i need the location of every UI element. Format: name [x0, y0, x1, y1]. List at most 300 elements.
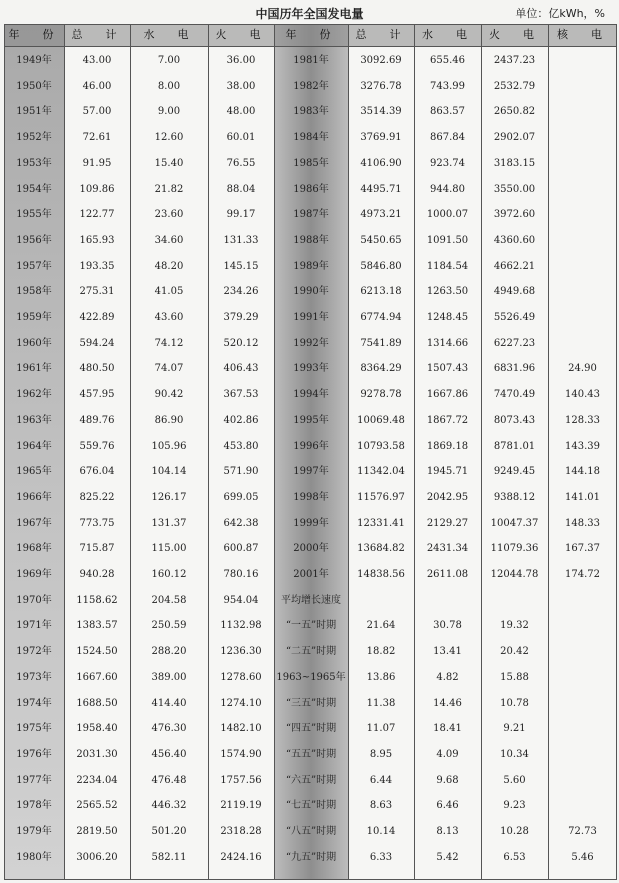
- table-cell: 275.31: [79, 286, 115, 298]
- table-cell: 141.01: [565, 491, 600, 503]
- table-cell: 1990年: [293, 286, 329, 298]
- table-cell: 4949.68: [493, 286, 536, 298]
- table-cell: 2129.27: [426, 517, 469, 529]
- unit-label: 单位：亿kWh，%: [515, 7, 605, 20]
- table-cell: 9.21: [503, 723, 526, 735]
- table-cell: [548, 719, 617, 739]
- table-cell: 1959年: [16, 312, 52, 323]
- table-cell: 143.39: [565, 440, 600, 452]
- table-cell: 1954年: [16, 183, 52, 195]
- table-cell: 13684.82: [357, 543, 405, 555]
- table-cell: 1984年: [293, 132, 329, 144]
- table-cell: 90.42: [154, 389, 184, 401]
- table-cell: 9.68: [436, 774, 459, 786]
- header-cell: 总 计: [355, 28, 407, 41]
- table-cell: 940.28: [79, 569, 115, 580]
- table-cell: 1950年: [16, 80, 52, 92]
- table-cell: 12331.41: [357, 517, 405, 529]
- table-cell: 1482.10: [220, 723, 262, 735]
- table-cell: 414.40: [151, 697, 187, 709]
- table-cell: 1958年: [16, 286, 52, 298]
- table-cell: 6213.18: [360, 286, 402, 298]
- table-cell: 20.42: [500, 646, 529, 658]
- table-cell: 5526.49: [493, 312, 536, 323]
- header-cell: 水 电: [422, 28, 473, 41]
- table-cell: 1992年: [293, 337, 329, 349]
- table-cell: 1574.90: [220, 748, 262, 760]
- table-cell: 1977年: [16, 774, 52, 786]
- table-cell: 1991年: [293, 312, 329, 323]
- table-cell: 715.87: [79, 543, 115, 555]
- table-cell: 14838.56: [357, 569, 405, 580]
- table-cell: 453.80: [223, 440, 259, 452]
- header-cell: 年 份: [8, 28, 60, 41]
- table-cell: 131.33: [223, 234, 259, 246]
- table-cell: [481, 591, 548, 611]
- table-cell: 9249.45: [493, 466, 536, 478]
- table-cell: 571.90: [223, 466, 259, 478]
- table-cell: 91.95: [82, 157, 112, 169]
- table-cell: 5.46: [571, 851, 594, 863]
- table-cell: 389.00: [151, 671, 187, 683]
- table-cell: 1263.50: [426, 286, 469, 298]
- table-cell: [348, 591, 414, 611]
- table-cell: 88.04: [226, 183, 256, 195]
- title-bar: [0, 0, 619, 24]
- table-cell: 1966年: [16, 491, 52, 503]
- table-cell: 1507.43: [426, 363, 469, 375]
- table-cell: 34.60: [154, 234, 184, 246]
- table-cell: 74.12: [154, 337, 184, 349]
- table-cell: 2234.04: [76, 774, 118, 786]
- table-cell: 24.90: [568, 363, 597, 375]
- table-cell: 4.82: [436, 671, 459, 683]
- table-cell: 1978年: [16, 800, 52, 812]
- table-cell: [548, 694, 617, 714]
- table-cell: [548, 796, 617, 816]
- table-cell: 1995年: [293, 414, 329, 426]
- table-cell: 476.30: [151, 723, 187, 735]
- table-cell: 379.29: [223, 312, 259, 323]
- table-cell: [548, 308, 617, 328]
- header-cell: 水 电: [143, 28, 195, 41]
- table-cell: 57.00: [82, 106, 112, 118]
- table-cell: 1988年: [293, 234, 329, 246]
- table-cell: 367.53: [223, 389, 259, 401]
- table-cell: 13.86: [366, 671, 396, 683]
- table-cell: 1976年: [16, 748, 52, 760]
- table-cell: 642.38: [223, 517, 259, 529]
- table-cell: [548, 334, 617, 354]
- table-cell: 10793.58: [357, 440, 405, 452]
- table-cell: 1960年: [16, 337, 52, 349]
- table-cell: 6.44: [369, 774, 393, 786]
- table-cell: 10069.48: [357, 414, 405, 426]
- table-cell: 582.11: [151, 851, 187, 863]
- table-cell: 11.07: [366, 723, 396, 735]
- table-cell: 115.00: [151, 543, 187, 555]
- table-cell: 1981年: [293, 55, 329, 66]
- table-cell: “九五”时期: [285, 851, 337, 863]
- table-cell: 36.00: [226, 55, 256, 66]
- table-cell: 1973年: [16, 671, 52, 683]
- table-cell: 30.78: [433, 620, 462, 632]
- table-cell: 1383.57: [76, 620, 118, 632]
- table-cell: 128.33: [565, 414, 600, 426]
- table-cell: 1000.07: [426, 209, 469, 221]
- table-cell: 1524.50: [76, 646, 118, 658]
- table-cell: 1965年: [16, 466, 52, 478]
- table-cell: 2650.82: [493, 106, 536, 118]
- table-cell: 1955年: [16, 209, 52, 221]
- table-cell: 11342.04: [357, 466, 405, 478]
- table-cell: 15.40: [154, 157, 184, 169]
- table-cell: 743.99: [430, 80, 465, 92]
- table-cell: [548, 77, 617, 97]
- table-cell: [548, 771, 617, 791]
- table-cell: 1949年: [16, 55, 52, 66]
- table-cell: [548, 180, 617, 200]
- table-cell: 193.35: [79, 260, 115, 272]
- table-cell: [414, 591, 481, 611]
- table-cell: 1688.50: [76, 697, 118, 709]
- table-cell: 148.33: [565, 517, 600, 529]
- table-cell: [548, 591, 617, 611]
- table-cell: 3514.39: [360, 106, 402, 118]
- table-cell: 6.53: [503, 851, 526, 863]
- table-cell: 1985年: [293, 157, 329, 169]
- table-cell: 406.43: [223, 363, 259, 375]
- table-cell: 76.55: [226, 157, 256, 169]
- table-cell: 46.00: [82, 80, 112, 92]
- table-cell: 1957年: [16, 260, 52, 272]
- table-cell: [548, 668, 617, 688]
- table-cell: 1132.98: [220, 620, 262, 632]
- table-cell: 250.59: [151, 620, 187, 632]
- table-cell: 1952年: [16, 132, 52, 144]
- table-cell: 1971年: [16, 620, 52, 632]
- table-cell: 699.05: [223, 491, 259, 503]
- table-cell: 2532.79: [493, 80, 536, 92]
- table-cell: “六五”时期: [285, 774, 337, 786]
- table-cell: 6774.94: [360, 312, 402, 323]
- table-cell: 4360.60: [493, 234, 536, 246]
- table-cell: “一五”时期: [285, 620, 337, 632]
- table-cell: 72.73: [568, 826, 597, 837]
- table-cell: 1757.56: [220, 774, 262, 786]
- header-cell: 总 计: [71, 28, 123, 41]
- table-cell: 167.37: [565, 543, 600, 555]
- table-cell: “三五”时期: [285, 697, 337, 709]
- table-cell: 1974年: [16, 697, 52, 709]
- table-cell: 2437.23: [493, 55, 536, 66]
- table-cell: 1993年: [293, 363, 329, 375]
- table-cell: 3769.91: [360, 132, 402, 144]
- table-cell: 655.46: [430, 55, 465, 66]
- table-cell: 1314.66: [426, 337, 469, 349]
- table-cell: [548, 154, 617, 174]
- table-cell: “五五”时期: [285, 748, 337, 760]
- table-cell: 1964年: [16, 440, 52, 452]
- table-cell: 6.46: [436, 800, 459, 812]
- table-cell: 2431.34: [426, 543, 469, 555]
- header-cell: 年 份: [285, 28, 337, 41]
- table-cell: “四五”时期: [285, 723, 337, 735]
- table-cell: 1248.45: [426, 312, 469, 323]
- table-cell: 6.33: [369, 851, 393, 863]
- table-cell: 204.58: [151, 594, 187, 606]
- table-cell: [548, 102, 617, 122]
- table-cell: 1953年: [16, 157, 52, 169]
- table-cell: [548, 128, 617, 148]
- table-cell: 10047.37: [490, 517, 539, 529]
- table-cell: 41.05: [154, 286, 184, 298]
- table-cell: “七五”时期: [285, 800, 337, 812]
- table-cell: 446.32: [151, 800, 187, 812]
- table-cell: 10.28: [500, 826, 529, 837]
- table-title: 中国历年全国发电量: [255, 7, 364, 21]
- table-cell: 1158.62: [76, 594, 118, 606]
- table-cell: 21.64: [366, 620, 396, 632]
- table-cell: 15.88: [500, 671, 529, 683]
- table-cell: [548, 642, 617, 662]
- table-cell: 3092.69: [360, 55, 402, 66]
- table-cell: 1958.40: [76, 723, 118, 735]
- table-cell: [548, 257, 617, 277]
- table-cell: 1956年: [16, 234, 52, 246]
- table-cell: 10.78: [500, 697, 529, 709]
- table-cell: 1997年: [293, 466, 329, 478]
- table-cell: 60.01: [226, 132, 256, 144]
- table-cell: 43.00: [82, 55, 112, 66]
- table-cell: 1968年: [16, 543, 52, 555]
- table-cell: 1983年: [293, 106, 329, 118]
- table-cell: “二五”时期: [285, 646, 337, 658]
- table-cell: 2119.19: [220, 800, 262, 812]
- table-cell: 8364.29: [360, 363, 402, 375]
- row-divider: [4, 879, 617, 880]
- table-cell: 1962年: [16, 389, 52, 401]
- table-cell: 1996年: [293, 440, 329, 452]
- table-cell: 1961年: [16, 363, 52, 375]
- table-cell: 456.40: [151, 748, 187, 760]
- table-cell: [548, 282, 617, 302]
- table-cell: 476.48: [151, 774, 187, 786]
- table-cell: 1994年: [293, 389, 329, 401]
- table-cell: 10.14: [366, 826, 396, 837]
- table-cell: 780.16: [223, 569, 259, 580]
- table-cell: 4973.21: [360, 209, 402, 221]
- table-cell: 1972年: [16, 646, 52, 658]
- table-cell: 105.96: [151, 440, 187, 452]
- table-cell: 8.13: [436, 826, 459, 837]
- table-cell: 8.00: [157, 80, 181, 92]
- table-cell: 4662.21: [493, 260, 536, 272]
- table-cell: 288.20: [151, 646, 187, 658]
- table-cell: 14.46: [433, 697, 462, 709]
- table-cell: 3183.15: [493, 157, 536, 169]
- table-cell: 104.14: [151, 466, 187, 478]
- table-cell: 944.80: [430, 183, 465, 195]
- table-cell: 11576.97: [357, 491, 405, 503]
- table-cell: [548, 205, 617, 225]
- table-cell: 9.00: [157, 106, 181, 118]
- table-cell: 48.00: [226, 106, 256, 118]
- table-cell: 9278.78: [360, 389, 402, 401]
- table-cell: 1184.54: [426, 260, 469, 272]
- table-cell: 13.41: [433, 646, 462, 658]
- table-cell: 867.84: [430, 132, 465, 144]
- table-cell: 平均增长速度: [281, 594, 341, 606]
- table-cell: 489.76: [79, 414, 115, 426]
- table-cell: 2318.28: [220, 826, 262, 837]
- table-cell: 3550.00: [493, 183, 536, 195]
- table-cell: 165.93: [79, 234, 115, 246]
- table-cell: 7541.89: [360, 337, 402, 349]
- table-cell: 501.20: [151, 826, 187, 837]
- table-cell: 1989年: [293, 260, 329, 272]
- table-cell: 140.43: [565, 389, 600, 401]
- table-cell: 923.74: [430, 157, 465, 169]
- table-cell: 863.57: [430, 106, 465, 118]
- table-cell: 1963年: [16, 414, 52, 426]
- power-generation-table: [4, 24, 617, 880]
- table-cell: 7.00: [157, 55, 181, 66]
- table-cell: 1963~1965年: [276, 671, 346, 683]
- table-cell: 2001年: [293, 569, 329, 580]
- table-cell: 1278.60: [220, 671, 262, 683]
- table-cell: 1982年: [293, 80, 329, 92]
- table-cell: 8073.43: [493, 414, 536, 426]
- table-cell: 86.90: [154, 414, 184, 426]
- table-cell: 12044.78: [490, 569, 539, 580]
- table-cell: 4.09: [436, 748, 459, 760]
- header-cell: 核 电: [557, 28, 608, 41]
- table-cell: 1979年: [16, 826, 52, 837]
- table-cell: 1975年: [16, 723, 52, 735]
- table-cell: 457.95: [79, 389, 115, 401]
- table-cell: 1951年: [16, 106, 52, 118]
- table-cell: 18.41: [433, 723, 462, 735]
- table-cell: 19.32: [500, 620, 529, 632]
- table-cell: 160.12: [151, 569, 187, 580]
- table-cell: 2902.07: [493, 132, 536, 144]
- table-cell: 1998年: [293, 491, 329, 503]
- table-cell: 2042.95: [426, 491, 469, 503]
- table-cell: 109.86: [79, 183, 115, 195]
- table-cell: 2031.30: [76, 748, 118, 760]
- table-cell: 594.24: [79, 337, 115, 349]
- table-cell: 12.60: [154, 132, 184, 144]
- table-cell: 1987年: [293, 209, 329, 221]
- table-cell: 10.34: [500, 748, 529, 760]
- table-cell: 2424.16: [220, 851, 262, 863]
- table-cell: 676.04: [79, 466, 115, 478]
- table-cell: “八五”时期: [285, 826, 337, 837]
- table-cell: 402.86: [223, 414, 259, 426]
- table-cell: 1867.72: [426, 414, 469, 426]
- table-cell: 6831.96: [493, 363, 536, 375]
- table-cell: 43.60: [154, 312, 184, 323]
- table-cell: 11079.36: [490, 543, 539, 555]
- table-cell: [548, 745, 617, 765]
- table-cell: 773.75: [79, 517, 115, 529]
- table-cell: 2819.50: [76, 826, 118, 837]
- table-cell: 1986年: [293, 183, 329, 195]
- table-cell: [548, 51, 617, 71]
- table-cell: 7470.49: [493, 389, 536, 401]
- table-cell: 1667.60: [76, 671, 118, 683]
- table-cell: 38.00: [226, 80, 256, 92]
- table-cell: 2611.08: [426, 569, 469, 580]
- table-cell: 8781.01: [493, 440, 536, 452]
- table-cell: 131.37: [151, 517, 187, 529]
- header-cell: 火 电: [489, 28, 540, 41]
- table-cell: 74.07: [154, 363, 184, 375]
- table-cell: 144.18: [565, 466, 600, 478]
- table-cell: 1980年: [16, 851, 52, 863]
- table-cell: 8.95: [369, 748, 393, 760]
- table-cell: 1274.10: [220, 697, 262, 709]
- table-cell: 122.77: [79, 209, 115, 221]
- table-cell: 11.38: [366, 697, 396, 709]
- table-cell: 5450.65: [360, 234, 402, 246]
- table-cell: 520.12: [223, 337, 259, 349]
- table-cell: 3276.78: [360, 80, 402, 92]
- table-cell: 4495.71: [360, 183, 402, 195]
- table-cell: 21.82: [154, 183, 184, 195]
- table-cell: 23.60: [154, 209, 184, 221]
- table-cell: 9388.12: [493, 491, 536, 503]
- table-cell: 1091.50: [426, 234, 469, 246]
- table-cell: 1970年: [16, 594, 52, 606]
- header-cell: 火 电: [215, 28, 267, 41]
- table-cell: 422.89: [79, 312, 115, 323]
- table-cell: 1236.30: [220, 646, 262, 658]
- table-cell: 5846.80: [360, 260, 402, 272]
- table-cell: 1967年: [16, 517, 52, 529]
- table-cell: 1667.86: [426, 389, 469, 401]
- table-cell: 234.26: [223, 286, 259, 298]
- table-cell: 3972.60: [493, 209, 536, 221]
- table-cell: 6227.23: [493, 337, 536, 349]
- table-cell: 3006.20: [76, 851, 118, 863]
- table-cell: 954.04: [223, 594, 259, 606]
- table-cell: 174.72: [565, 569, 600, 580]
- table-cell: 18.82: [366, 646, 396, 658]
- table-cell: 559.76: [79, 440, 115, 452]
- table-cell: 48.20: [154, 260, 184, 272]
- table-cell: 5.42: [436, 851, 459, 863]
- table-cell: 1869.18: [426, 440, 469, 452]
- table-cell: 72.61: [82, 132, 112, 144]
- table-cell: 8.63: [369, 800, 393, 812]
- table-cell: 600.87: [223, 543, 259, 555]
- table-cell: 2565.52: [76, 800, 118, 812]
- table-cell: 2000年: [293, 543, 329, 555]
- table-cell: [548, 616, 617, 636]
- table-cell: 5.60: [503, 774, 526, 786]
- table-cell: 480.50: [79, 363, 115, 375]
- table-cell: 1945.71: [426, 466, 469, 478]
- table-cell: 9.23: [503, 800, 526, 812]
- table-cell: 1999年: [293, 517, 329, 529]
- table-cell: 99.17: [226, 209, 256, 221]
- row-divider: [4, 46, 617, 47]
- table-cell: 145.15: [223, 260, 259, 272]
- table-cell: 4106.90: [360, 157, 402, 169]
- table-cell: 825.22: [79, 491, 115, 503]
